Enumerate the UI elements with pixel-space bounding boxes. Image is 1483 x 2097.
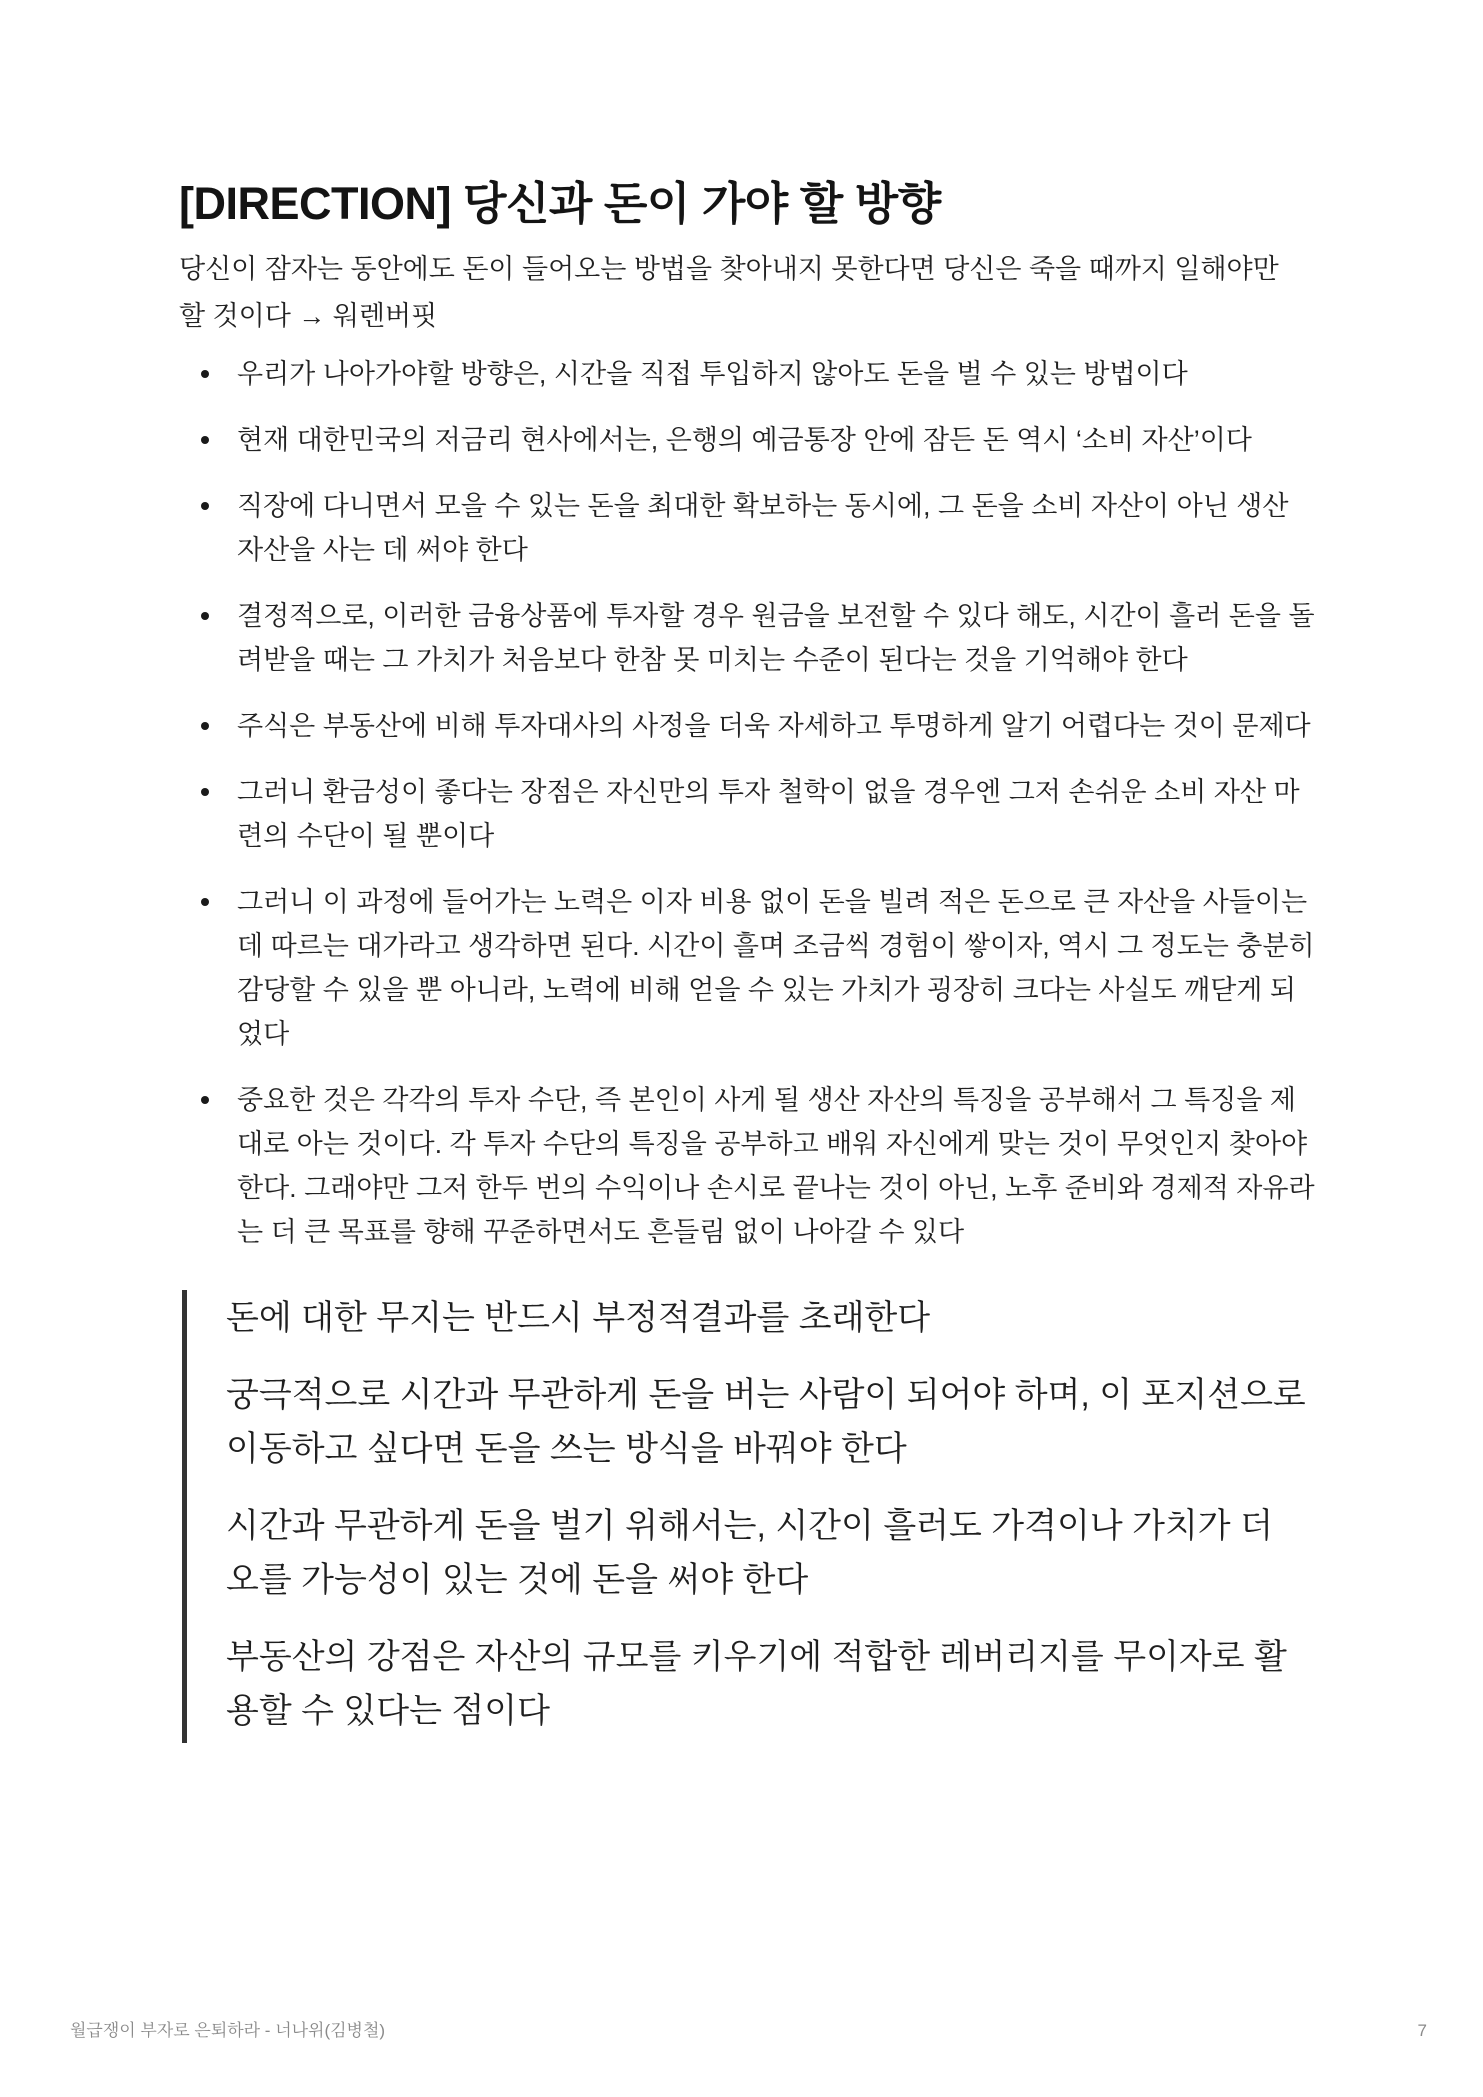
list-item: [179, 1078, 1317, 1254]
list-item-text: 그러니 이 과정에 들어가는 노력은 이자 비용 없이 돈을 빌려 적은 돈으로 큰 자산을 사들이는 데 따르는 대가라고 생각하면 된다. 시간이 흘며 조금씩 경험이 쌓이자, 역시 그 정도는 충분히 감당할 수 있을 뿐 아니라, 노력에 비해 얻을 수 있는 가치가 굉장히 크다는 사실도 깨닫게 되었다: [237, 887, 1315, 1049]
bullet-dot-icon: [201, 612, 209, 620]
bullet-dot-icon: [201, 370, 209, 378]
list-item: [179, 880, 1317, 1056]
summary-blockquote: [182, 1290, 1306, 1743]
list-item-text: 현재 대한민국의 저금리 현사에서는, 은행의 예금통장 안에 잠든 돈 역시 ‘소비 자산’이다: [237, 425, 1252, 455]
bullet-dot-icon: [201, 898, 209, 906]
quote-paragraph: 부동산의 강점은 자산의 규모를 키우기에 적합한 레버리지를 무이자로 활용할 수 있다는 점이다: [226, 1638, 1287, 1730]
list-item: [179, 418, 1317, 462]
list-item-text: 그러니 환금성이 좋다는 장점은 자신만의 투자 철학이 없을 경우엔 그저 손쉬운 소비 자산 마련의 수단이 될 뿐이다: [237, 777, 1300, 851]
list-item-text: 중요한 것은 각각의 투자 수단, 즉 본인이 사게 될 생산 자산의 특징을 공부해서 그 특징을 제대로 아는 것이다. 각 투자 수단의 특징을 공부하고 배워 자신에게 맞는 것이 무엇인지 찾아야 한다. 그래야만 그저 한두 번의 수익이나 손시로 끝나는 것이 아닌, 노후 준비와 경제적 자유라는 더 큰 목표를 향해 꾸준하면서도 흔들림 없이 나아갈 수 있다: [237, 1085, 1315, 1247]
list-item: [179, 594, 1317, 682]
bullet-dot-icon: [201, 788, 209, 796]
list-item: [179, 704, 1317, 748]
footer-book-title: 월급쟁이 부자로 은퇴하라 - 너나위(김병철): [70, 2021, 386, 2040]
list-item: [179, 352, 1317, 396]
list-item: [179, 770, 1317, 858]
quote-paragraph: 시간과 무관하게 돈을 벌기 위해서는, 시간이 흘러도 가격이나 가치가 더 오를 가능성이 있는 것에 돈을 써야 한다: [226, 1507, 1273, 1599]
list-item: [179, 484, 1317, 572]
quote-paragraph: 궁극적으로 시간과 무관하게 돈을 버는 사람이 되어야 하며, 이 포지션으로 이동하고 싶다면 돈을 쓰는 방식을 바꿔야 한다: [226, 1376, 1306, 1468]
list-item-text: 직장에 다니면서 모을 수 있는 돈을 최대한 확보하는 동시에, 그 돈을 소비 자산이 아닌 생산 자산을 사는 데 써야 한다: [237, 491, 1289, 565]
key-points-list: [179, 352, 1319, 1254]
intro-quote: 당신이 잠자는 동안에도 돈이 들어오는 방법을 찾아내지 못한다면 당신은 죽을 때까지 일해야만 할 것이다 → 워렌버핏: [179, 254, 1279, 331]
section-heading: [DIRECTION] 당신과 돈이 가야 할 방향: [179, 178, 941, 229]
bullet-dot-icon: [201, 502, 209, 510]
quote-paragraph: 돈에 대한 무지는 반드시 부정적결과를 초래한다: [226, 1299, 931, 1337]
bullet-dot-icon: [201, 722, 209, 730]
bullet-dot-icon: [201, 436, 209, 444]
footer-page-number: 7: [1417, 2021, 1427, 2040]
list-item-text: 우리가 나아가야할 방향은, 시간을 직접 투입하지 않아도 돈을 벌 수 있는 방법이다: [237, 359, 1188, 389]
list-item-text: 주식은 부동산에 비해 투자대사의 사정을 더욱 자세하고 투명하게 알기 어렵다는 것이 문제다: [237, 711, 1311, 741]
page-content: [179, 176, 1319, 1743]
bullet-dot-icon: [201, 1096, 209, 1104]
list-item-text: 결정적으로, 이러한 금융상품에 투자할 경우 원금을 보전할 수 있다 해도, 시간이 흘러 돈을 돌려받을 때는 그 가치가 처음보다 한참 못 미치는 수준이 된다는 것을 기억해야 한다: [237, 601, 1315, 675]
